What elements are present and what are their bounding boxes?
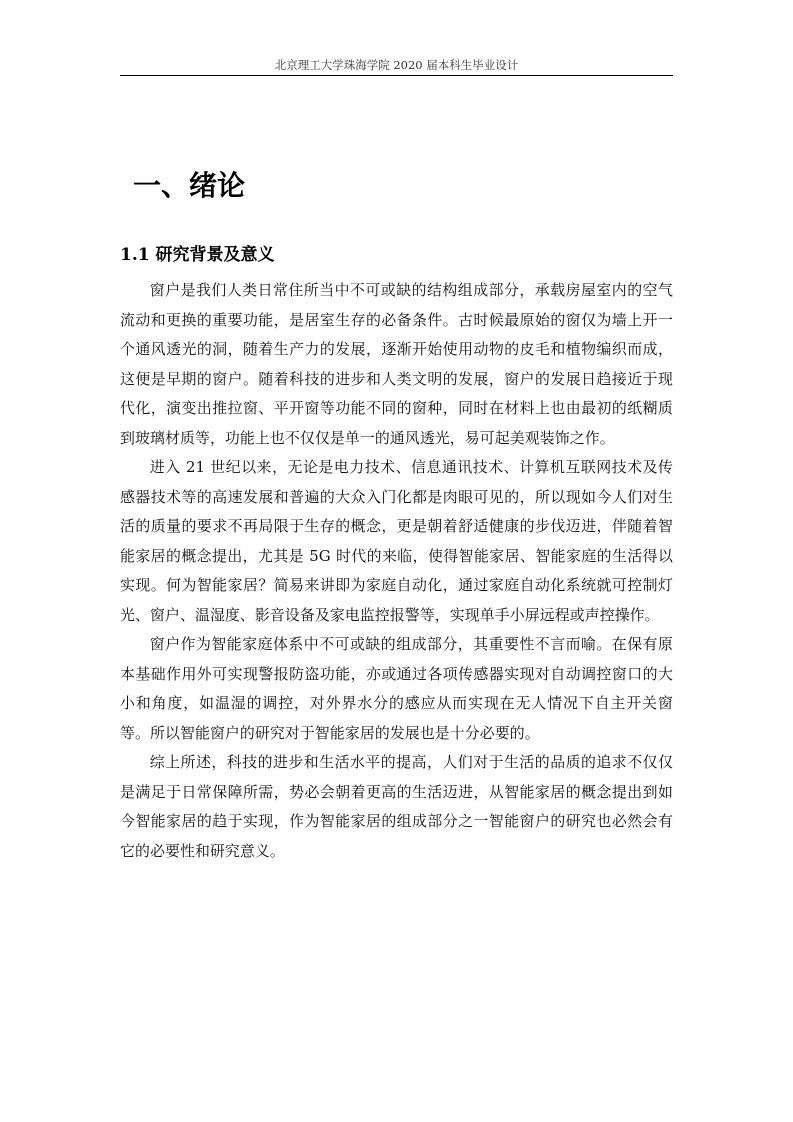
- paragraph: 窗户作为智能家庭体系中不可或缺的组成部分，其重要性不言而喻。在保有原本基础作用外可实现警报防盗功能，亦或通过各项传感器实现对自动调控窗口的大小和角度，如温湿的调控，对外界水分的感应从而实现在无人情况下自主开关窗等。所以智能窗户的研究对于智能家居的发展也是十分必要的。: [120, 635, 673, 742]
- paragraph: 窗户是我们人类日常住所当中不可或缺的结构组成部分，承载房屋室内的空气流动和更换的重要功能，是居室生存的必备条件。古时候最原始的窗仅为墙上开一个通风透光的洞，随着生产力的发展，逐渐开始使用动物的皮毛和植物编织而成，这便是早期的窗户。随着科技的进步和人类文明的发展，窗户的发展日趋接近于现代化，演变出推拉窗、平开窗等功能不同的窗种，同时在材料上也由最初的纸糊质到玻璃材质等，功能上也不仅仅是单一的通风透光，易可起美观装饰之作。: [120, 281, 673, 447]
- header-rule: [120, 75, 673, 76]
- section-title: 1.1 研究背景及意义: [120, 245, 275, 265]
- chapter-title: 一、绪论: [133, 169, 246, 202]
- running-header: 北京理工大学珠海学院 2020 届本科生毕业设计: [274, 58, 519, 72]
- paragraph: 综上所述，科技的进步和生活水平的提高，人们对于生活的品质的追求不仅仅是满足于日常保障所需，势必会朝着更高的生活迈进，从智能家居的概念提出到如今智能家居的趋于实现，作为智能家居的组成部分之一智能窗户的研究也必然会有它的必要性和研究意义。: [120, 753, 673, 860]
- body-text: [120, 276, 673, 866]
- paragraph: 进入 21 世纪以来，无论是电力技术、信息通讯技术、计算机互联网技术及传感器技术等的高速发展和普遍的大众入门化都是肉眼可见的，所以现如今人们对生活的质量的要求不再局限于生存的概念，更是朝着舒适健康的步伐迈进，伴随着智能家居的概念提出，尤其是 5G 时代的来临，使得智能家居、智能家庭的生活得以实现。何为智能家居？简易来讲即为家庭自动化，通过家庭自动化系统就可控制灯光、窗户、温湿度、影音设备及家电监控报警等，实现单手小屏远程或声控操作。: [120, 458, 673, 624]
